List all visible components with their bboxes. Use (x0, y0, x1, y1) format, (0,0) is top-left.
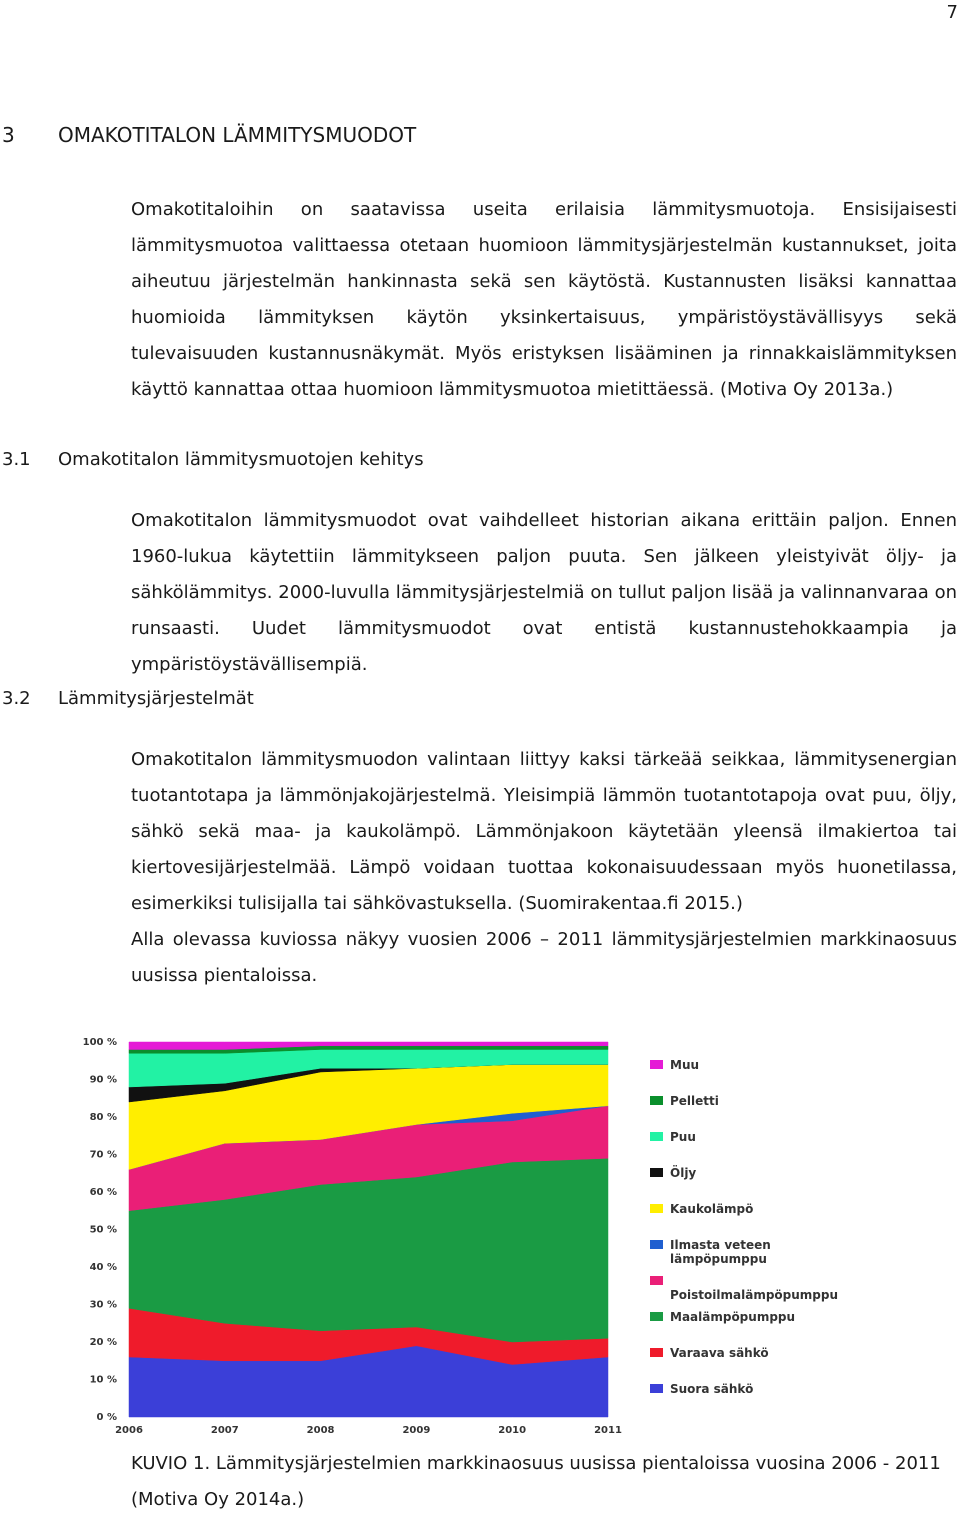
legend-swatch (650, 1168, 663, 1177)
legend-swatch (650, 1384, 663, 1393)
y-tick-label: 30 % (89, 1299, 117, 1311)
legend-label: Muu (670, 1058, 700, 1072)
market-share-chart (75, 1030, 895, 1440)
x-tick-label: 2010 (498, 1425, 527, 1436)
y-tick-label: 90 % (89, 1074, 117, 1086)
legend-swatch (650, 1348, 663, 1357)
section-title: Omakotitalon lämmitysmuotojen kehitys (58, 449, 424, 470)
x-tick-label: 2006 (115, 1425, 143, 1436)
y-tick-label: 50 % (89, 1224, 117, 1236)
x-tick-label: 2009 (402, 1425, 431, 1436)
legend-label: Suora sähkö (670, 1382, 754, 1396)
legend-label (670, 1238, 771, 1266)
legend-swatch (650, 1276, 663, 1285)
legend-swatch (650, 1240, 663, 1249)
legend-label: Kaukolämpö (670, 1202, 754, 1216)
y-tick-label: 0 % (96, 1412, 117, 1423)
legend-swatch (650, 1060, 663, 1069)
y-tick-label: 70 % (89, 1149, 117, 1161)
section-number: 3.1 (2, 449, 31, 470)
legend-label (670, 1288, 838, 1302)
y-tick-label: 20 % (89, 1337, 117, 1348)
chapter-heading (2, 123, 416, 147)
legend-label-line: Poistoilmalämpöpumppu (670, 1288, 839, 1302)
chapter-title: OMAKOTITALON LÄMMITYSMUODOT (58, 123, 417, 147)
legend-swatch (650, 1312, 663, 1321)
legend-label: Öljy (670, 1166, 697, 1180)
chart-svg (75, 1030, 895, 1440)
legend-swatch (650, 1096, 663, 1105)
section-number: 3.2 (2, 688, 31, 709)
legend-label: Puu (670, 1130, 696, 1144)
section-title: Lämmitysjärjestelmät (58, 688, 254, 709)
legend-swatch (650, 1132, 663, 1141)
legend-swatch (650, 1204, 663, 1213)
caption-line-2: (Motiva Oy 2014a.) (131, 1489, 305, 1510)
y-tick-label: 80 % (89, 1112, 117, 1123)
paragraph-history: Omakotitalon lämmitysmuodot ovat vaihdelleet historian aikana erittäin paljon. Ennen 1960-lukua käytettiin lämmitykseen paljon puuta. Sen jälkeen yleistyivät öljy- ja sähkölämmitys. 2000-luvulla lämmitysjärjestelmiä on tullut paljon lisää ja valinnanvaraa on runsaasti. Uudet lämmitysmuodot ovat entistä kustannustehokkaampia ja ympäristöystävällisempiä. (131, 510, 957, 675)
section-heading-3-2 (2, 688, 254, 709)
legend-label: Varaava sähkö (670, 1346, 769, 1360)
legend-label-line: Ilmasta veteen (670, 1238, 771, 1252)
caption-line-1: KUVIO 1. Lämmitysjärjestelmien markkinaosuus uusissa pientaloissa vuosina 2006 - 2011 (131, 1453, 941, 1474)
x-tick-label: 2007 (210, 1425, 239, 1436)
legend-label-line: lämpöpumppu (670, 1252, 767, 1266)
x-tick-label: 2008 (306, 1425, 335, 1436)
y-tick-label: 100 % (82, 1037, 117, 1048)
y-tick-label: 60 % (89, 1187, 117, 1198)
paragraph-figure-intro: Alla olevassa kuviossa näkyy vuosien 2006 – 2011 lämmitysjärjestelmien markkinaosuus uusissa pientaloissa. (131, 929, 957, 986)
legend-label: Pelletti (670, 1094, 719, 1108)
paragraph-intro: Omakotitaloihin on saatavissa useita erilaisia lämmitysmuotoja. Ensisijaisesti lämmitysmuotoa valittaessa otetaan huomioon lämmitysjärjestelmän kustannukset, joita aiheutuu järjestelmän hankinnasta sekä sen käytöstä. Kustannusten lisäksi kannattaa huomioida lämmityksen käytön yksinkertaisuus, ympäristöystävällisyys sekä tulevaisuuden kustannusnäkymät. Myös eristyksen lisääminen ja rinnakkaislämmityksen käyttö kannattaa ottaa huomioon lämmitysmuotoa mietittäessä. (Motiva Oy 2013a.) (131, 199, 957, 400)
y-tick-label: 40 % (89, 1262, 117, 1273)
paragraph-systems: Omakotitalon lämmitysmuodon valintaan liittyy kaksi tärkeää seikkaa, lämmitysenergian tuotantotapa ja lämmönjakojärjestelmä. Yleisimpiä lämmön tuotantotapoja ovat puu, öljy, sähkö sekä maa- ja kaukolämpö. Lämmönjakoon käytetään yleensä ilmakiertoa tai kiertovesijärjestelmää. Lämpö voidaan tuottaa kokonaisuudessaan myös huonetilassa, esimerkiksi tulisijalla tai sähkövastuksella. (Suomirakentaa.fi 2015.) (131, 749, 957, 914)
legend-label: Maalämpöpumppu (670, 1310, 796, 1324)
section-heading-3-1 (2, 449, 424, 470)
chapter-number: 3 (2, 123, 15, 147)
y-tick-label: 10 % (89, 1374, 117, 1386)
x-tick-label: 2011 (594, 1425, 622, 1436)
page-number: 7 (946, 2, 958, 23)
figure-caption (131, 1446, 941, 1518)
